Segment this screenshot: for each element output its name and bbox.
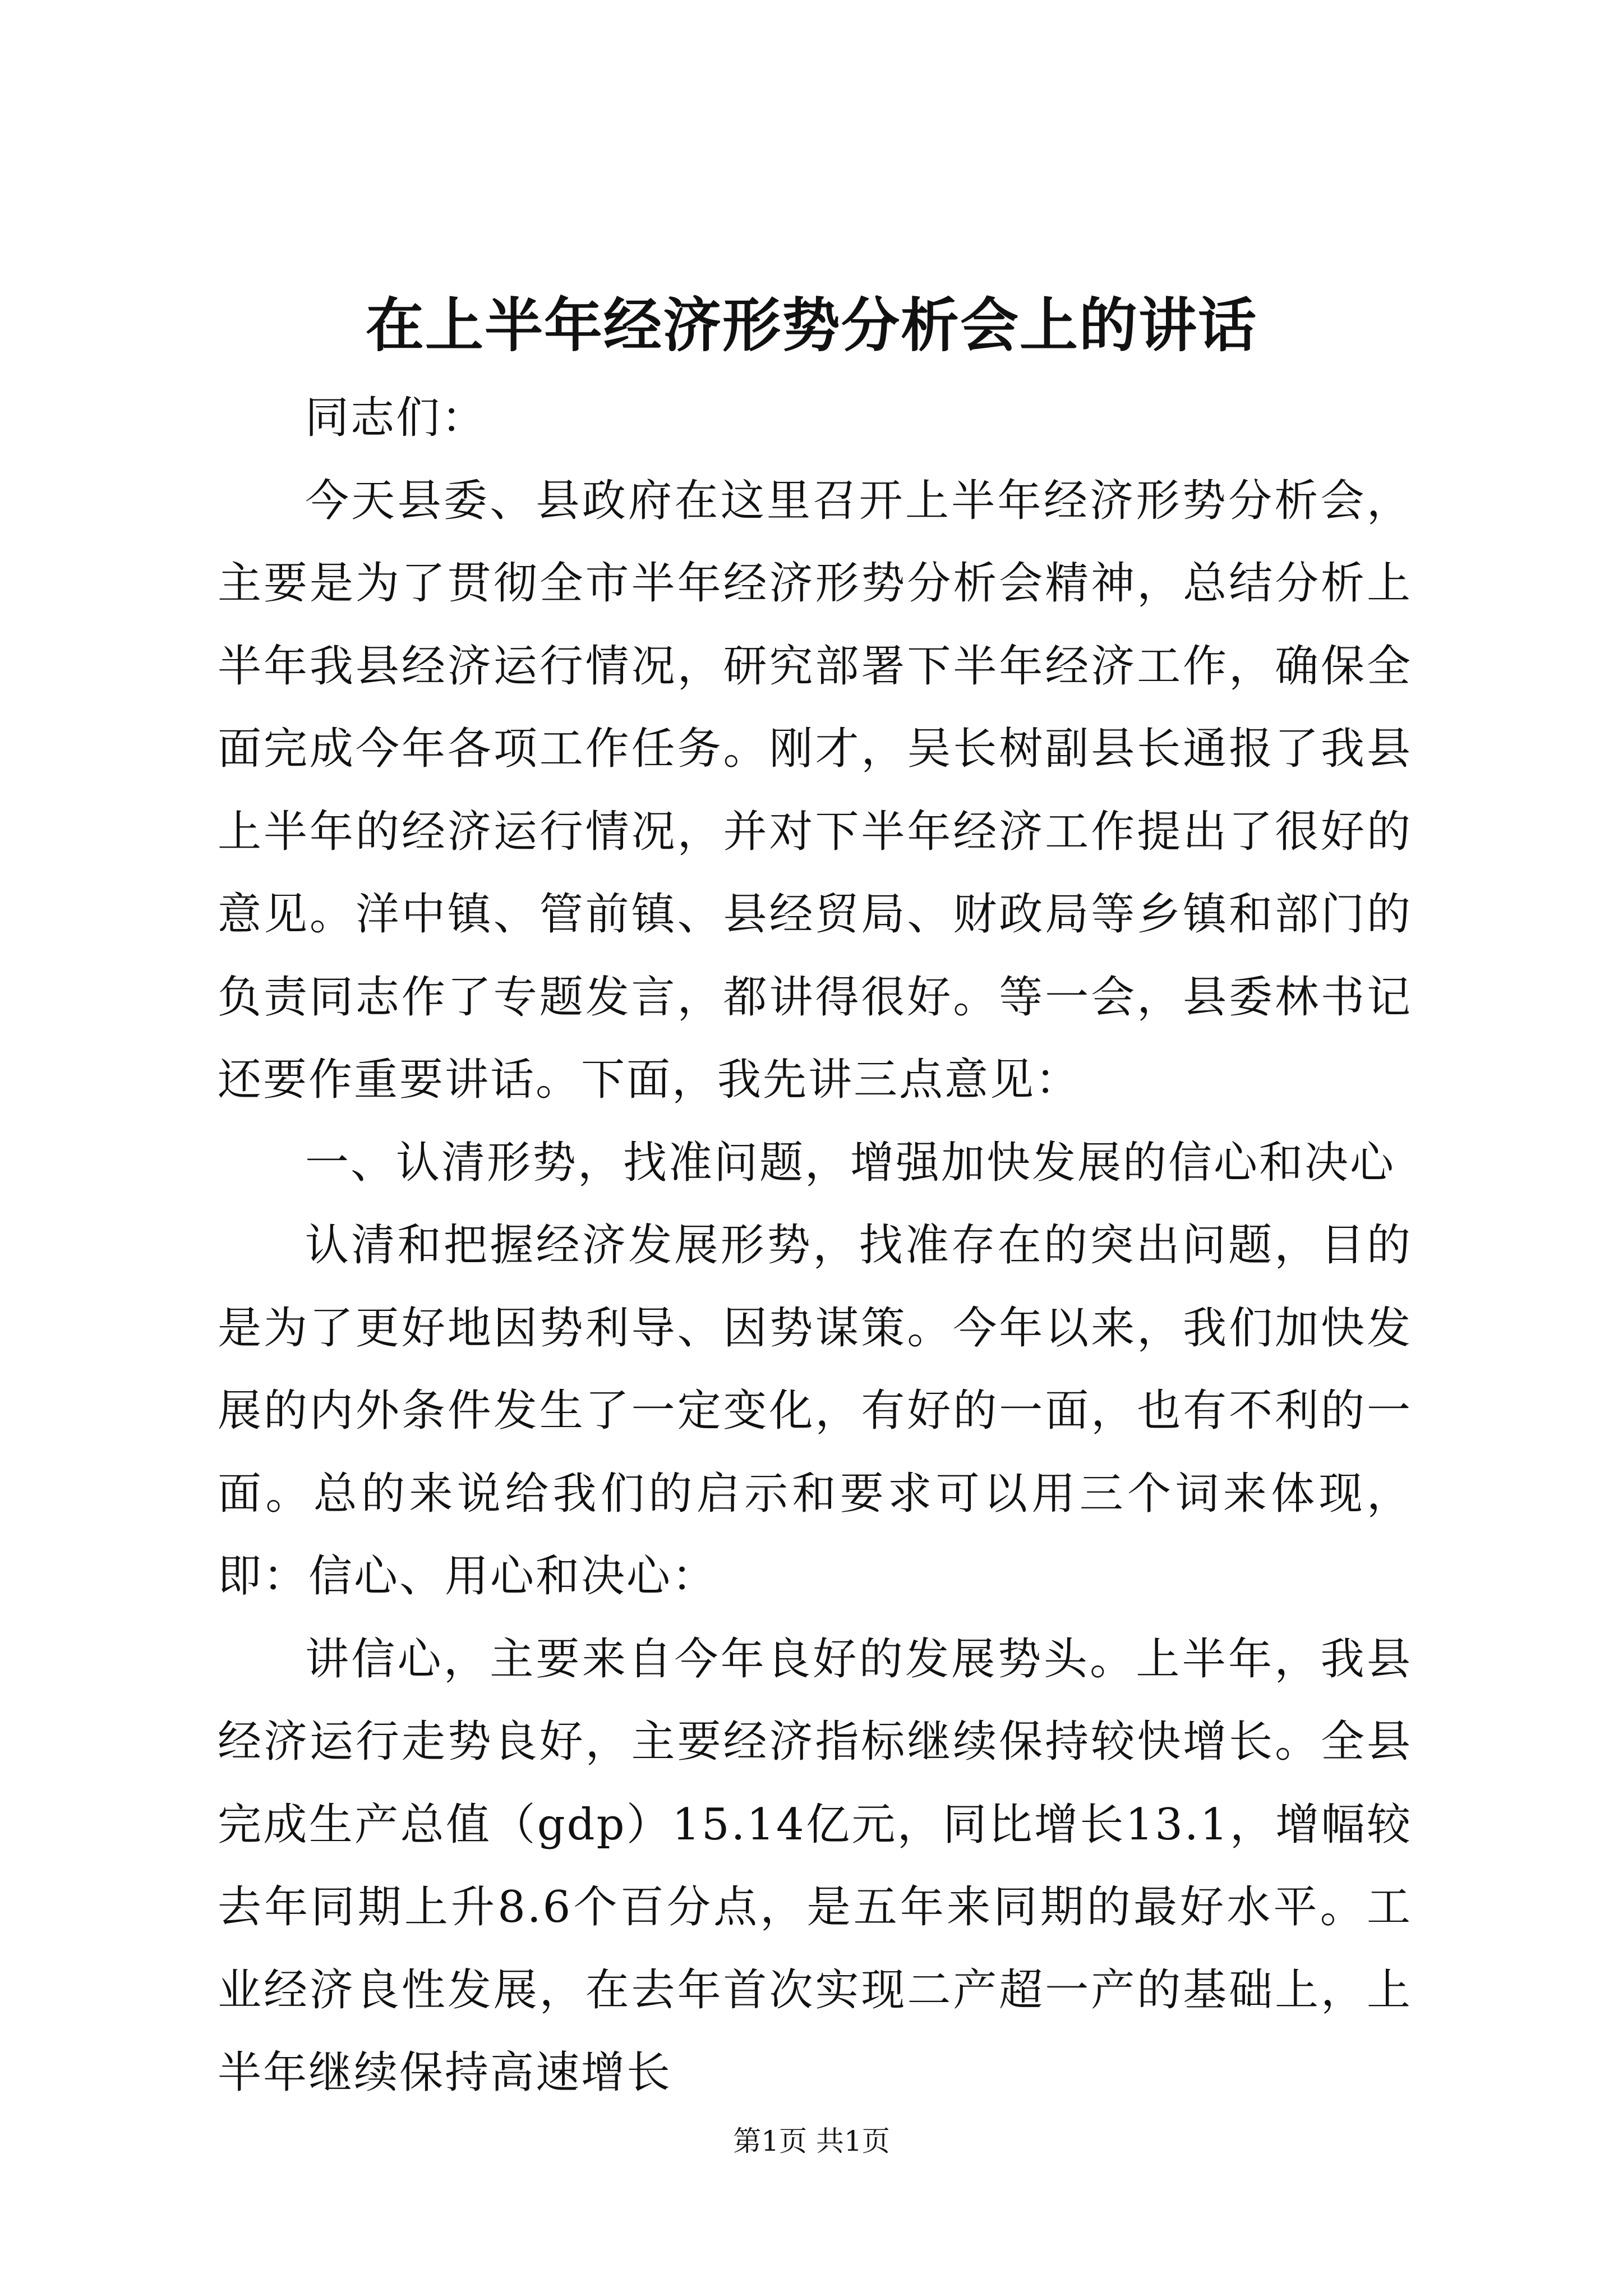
salutation: 同志们：	[305, 393, 487, 443]
page-footer: 第1页 共1页	[733, 2125, 890, 2157]
paragraph-opening: 今天县委、县政府在这里召开上半年经济形势分析会，主要是为了贯彻全市半年经济形势分析会精神，总结分析上半年我县经济运行情况，研究部署下半年经济工作，确保全面完成今年各项工作任务。刚才，吴长树副县长通报了我县上半年的经济运行情况，并对下半年经济工作提出了很好的意见。洋中镇、管前镇、县经贸局、财政局等乡镇和部门的负责同志作了专题发言，都讲得很好。等一会，县委林书记还要作重要讲话。下面，我先讲三点意见：	[218, 475, 1412, 1105]
section-heading: 一、认清形势，找准问题，增强加快发展的信心和决心	[305, 1137, 1396, 1188]
document-body	[218, 377, 1412, 2115]
paragraph-situation: 认清和把握经济发展形势，找准存在的突出问题，目的是为了更好地因势利导、因势谋策。今年以来，我们加快发展的内外条件发生了一定变化，有好的一面，也有不利的一面。总的来说给我们的启示和要求可以用三个词来体现，即：信心、用心和决心：	[218, 1220, 1412, 1602]
paragraph-confidence: 讲信心，主要来自今年良好的发展势头。上半年，我县经济运行走势良好，主要经济指标继续保持较快增长。全县完成生产总值（gdp）15.14亿元，同比增长13.1，增幅较去年同期上升8.6个百分点，是五年来同期的最好水平。工业经济良性发展，在去年首次实现二产超一产的基础上，上半年继续保持高速增长	[218, 1634, 1412, 2098]
document-title: 在上半年经济形势分析会上的讲话	[365, 291, 1257, 360]
